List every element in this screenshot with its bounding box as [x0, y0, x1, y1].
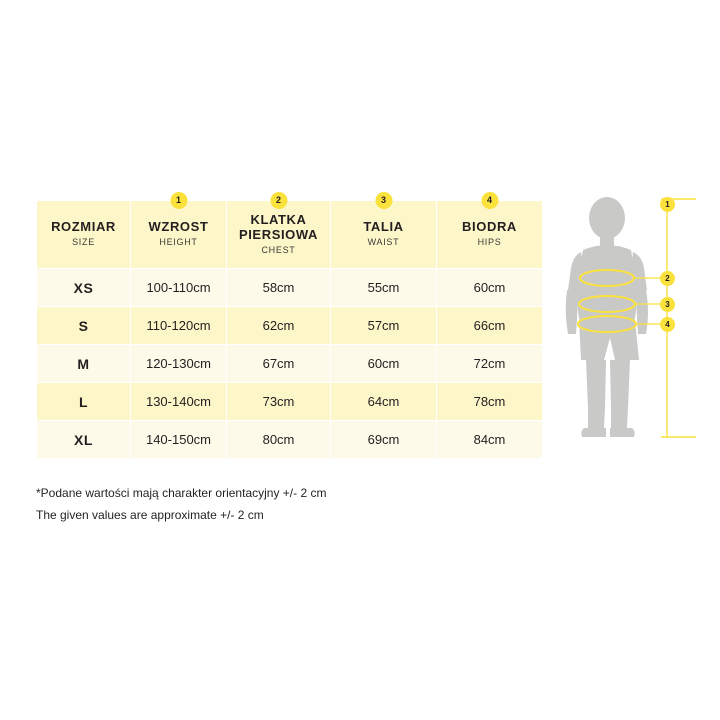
figure-callout-3: 3	[660, 297, 675, 312]
cell-waist: 55cm	[331, 269, 437, 307]
table-header-row	[37, 201, 543, 269]
cell-size: S	[37, 307, 131, 345]
table-header	[37, 195, 543, 269]
column-header-size	[37, 201, 131, 269]
cell-waist: 69cm	[331, 421, 437, 459]
size-table	[36, 195, 543, 459]
cell-height: 140-150cm	[131, 421, 227, 459]
figure-callout-2: 2	[660, 271, 675, 286]
table-row	[37, 383, 543, 421]
column-header-chest-pl-line2: PIERSIOWA	[238, 227, 319, 242]
measurement-figure	[548, 186, 704, 454]
cell-chest: 62cm	[227, 307, 331, 345]
cell-hips: 78cm	[437, 383, 543, 421]
figure-callout-4: 4	[660, 317, 675, 332]
footnotes	[36, 482, 496, 526]
cell-hips: 72cm	[437, 345, 543, 383]
cell-chest: 58cm	[227, 269, 331, 307]
callout-badge-2: 2	[270, 192, 287, 209]
cell-size: M	[37, 345, 131, 383]
column-header-hips-en: HIPS	[477, 237, 502, 247]
cell-height: 130-140cm	[131, 383, 227, 421]
table-row	[37, 421, 543, 459]
column-header-hips-pl: BIODRA	[462, 219, 517, 234]
column-header-chest	[227, 195, 331, 269]
table-row	[37, 269, 543, 307]
cell-hips: 66cm	[437, 307, 543, 345]
table-row	[37, 345, 543, 383]
footnote-pl: *Podane wartości mają charakter orientacyjny +/- 2 cm	[36, 486, 327, 500]
cell-size: XS	[37, 269, 131, 307]
column-header-chest-en: CHEST	[261, 245, 296, 255]
footnote-en: The given values are approximate +/- 2 cm	[36, 508, 264, 522]
cell-height: 100-110cm	[131, 269, 227, 307]
column-header-waist	[331, 195, 437, 269]
column-header-waist-en: WAIST	[367, 237, 400, 247]
callout-badge-1: 1	[170, 192, 187, 209]
table-row	[37, 307, 543, 345]
cell-waist: 57cm	[331, 307, 437, 345]
cell-size: XL	[37, 421, 131, 459]
cell-height: 120-130cm	[131, 345, 227, 383]
cell-waist: 64cm	[331, 383, 437, 421]
cell-waist: 60cm	[331, 345, 437, 383]
column-header-waist-pl: TALIA	[363, 219, 404, 234]
cell-height: 110-120cm	[131, 307, 227, 345]
column-header-size-pl: ROZMIAR	[51, 219, 116, 234]
column-header-height-en: HEIGHT	[159, 237, 198, 247]
column-header-size-en: SIZE	[72, 237, 95, 247]
figure-callout-1: 1	[660, 197, 675, 212]
cell-size: L	[37, 383, 131, 421]
table-body	[37, 269, 543, 459]
cell-chest: 67cm	[227, 345, 331, 383]
cell-chest: 80cm	[227, 421, 331, 459]
cell-chest: 73cm	[227, 383, 331, 421]
column-header-hips	[437, 195, 543, 269]
callout-badge-3: 3	[375, 192, 392, 209]
column-header-height-pl: WZROST	[148, 219, 209, 234]
child-figure-icon	[548, 186, 704, 454]
column-header-chest-pl-line1: KLATKA	[250, 212, 307, 227]
column-header-height	[131, 195, 227, 269]
cell-hips: 60cm	[437, 269, 543, 307]
callout-badge-4: 4	[481, 192, 498, 209]
cell-hips: 84cm	[437, 421, 543, 459]
